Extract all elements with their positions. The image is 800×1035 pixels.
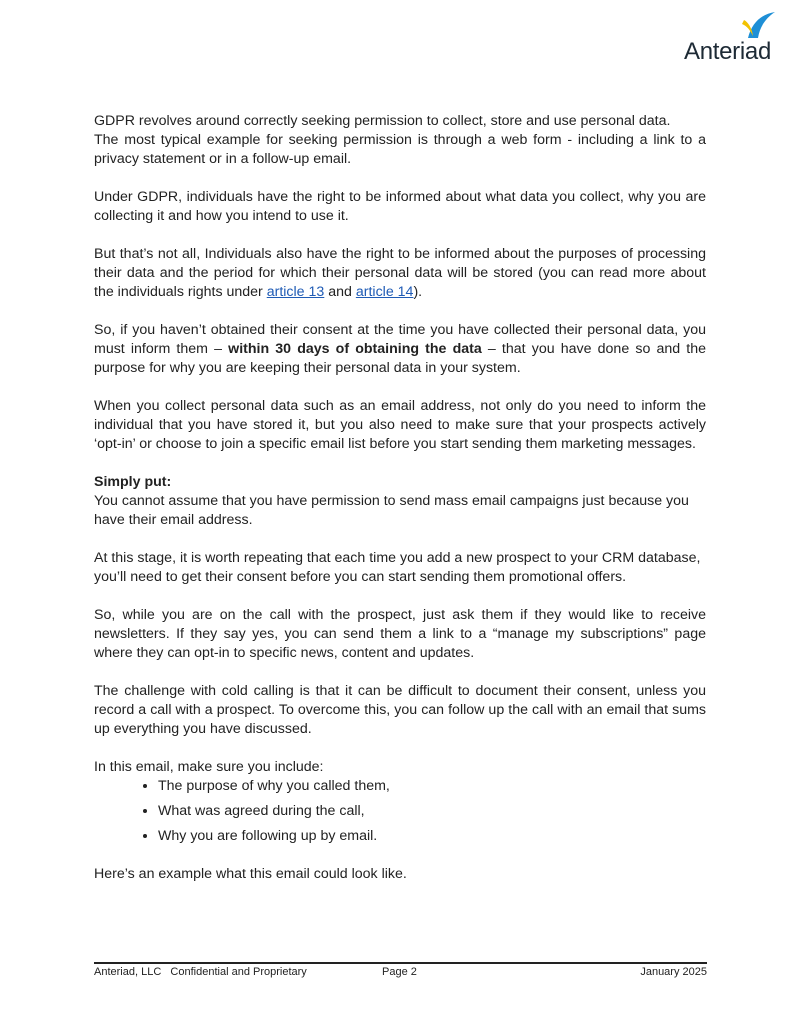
paragraph-gdpr-intro — [94, 112, 706, 169]
paragraph-text: But that’s not all, Individuals also have the right to be informed about the purposes of processing their data and the period for which their personal data will be stored (you can read more about the individuals rights under — [94, 246, 706, 300]
list-item: • The purpose of why you called them, — [158, 777, 706, 796]
paragraph-text: and — [324, 284, 356, 300]
paragraph-newsletters: So, while you are on the call with the prospect, just ask them if they would like to receive newsletters. If they say yes, you can send them a link to a “manage my subscriptions” page where they can opt-in to specific news, content and updates. — [94, 607, 706, 661]
article-14-link[interactable]: article 14 — [355, 284, 414, 300]
paragraph-text: So, if you haven’t obtained their consent at the time you have collected their personal data, you must inform them – — [94, 322, 706, 357]
paragraph-simply-put — [94, 473, 706, 530]
list-item: • Why you are following up by email. — [158, 827, 706, 846]
logo-swoosh-icon — [742, 8, 776, 42]
paragraph-consent — [94, 321, 706, 378]
paragraph-text: You cannot assume that you have permission to send mass email campaigns just because you have their email address. — [94, 493, 689, 528]
paragraph-crm: At this stage, it is worth repeating that each time you add a new prospect to your CRM database, you’ll need to get their consent before you can start sending them promotional offers. — [94, 550, 701, 585]
include-list — [94, 777, 706, 846]
paragraph-rights: Under GDPR, individuals have the right to be informed about what data you collect, why you are collecting it and how you intend to use it. — [94, 189, 706, 224]
simply-put-heading: Simply put: — [94, 474, 172, 490]
paragraph-text: GDPR revolves around correctly seeking permission to collect, store and use personal data. — [94, 113, 671, 129]
logo-text: Anteriad — [684, 38, 771, 65]
document-body — [94, 112, 706, 903]
footer-date: January 2025 — [640, 966, 707, 978]
footer-page-number: Page 2 — [382, 966, 417, 978]
paragraph-text: ). — [413, 284, 423, 300]
paragraph-example: Here’s an example what this email could look like. — [94, 866, 407, 882]
anteriad-logo — [680, 8, 780, 64]
paragraph-text: – that you have done so and the purpose for why you are keeping their personal data in your system. — [94, 341, 707, 376]
paragraph-purposes — [94, 245, 706, 302]
paragraph-email-include: In this email, make sure you include: — [94, 759, 324, 775]
article-13-link[interactable]: article 13 — [266, 284, 325, 300]
paragraph-opt-in: When you collect personal data such as an email address, not only do you need to inform the individual that you have stored it, but you also need to make sure that your prospects actively ‘opt-in’ or choose to join a specific email list before you start sending them marketing messages. — [94, 398, 706, 452]
list-item: • What was agreed during the call, — [158, 802, 706, 821]
paragraph-text: The most typical example for seeking permission is through a web form - including a link to a privacy statement or in a follow-up email. — [94, 132, 706, 167]
page-footer — [94, 962, 707, 982]
footer-company: Anteriad, LLC Confidential and Proprietary — [94, 966, 307, 978]
bold-deadline: within 30 days of obtaining the data — [228, 341, 482, 357]
paragraph-cold-calling: The challenge with cold calling is that it can be difficult to document their consent, unless you record a call with a prospect. To overcome this, you can follow up the call with an email that sums up everything you have discussed. — [94, 683, 706, 737]
